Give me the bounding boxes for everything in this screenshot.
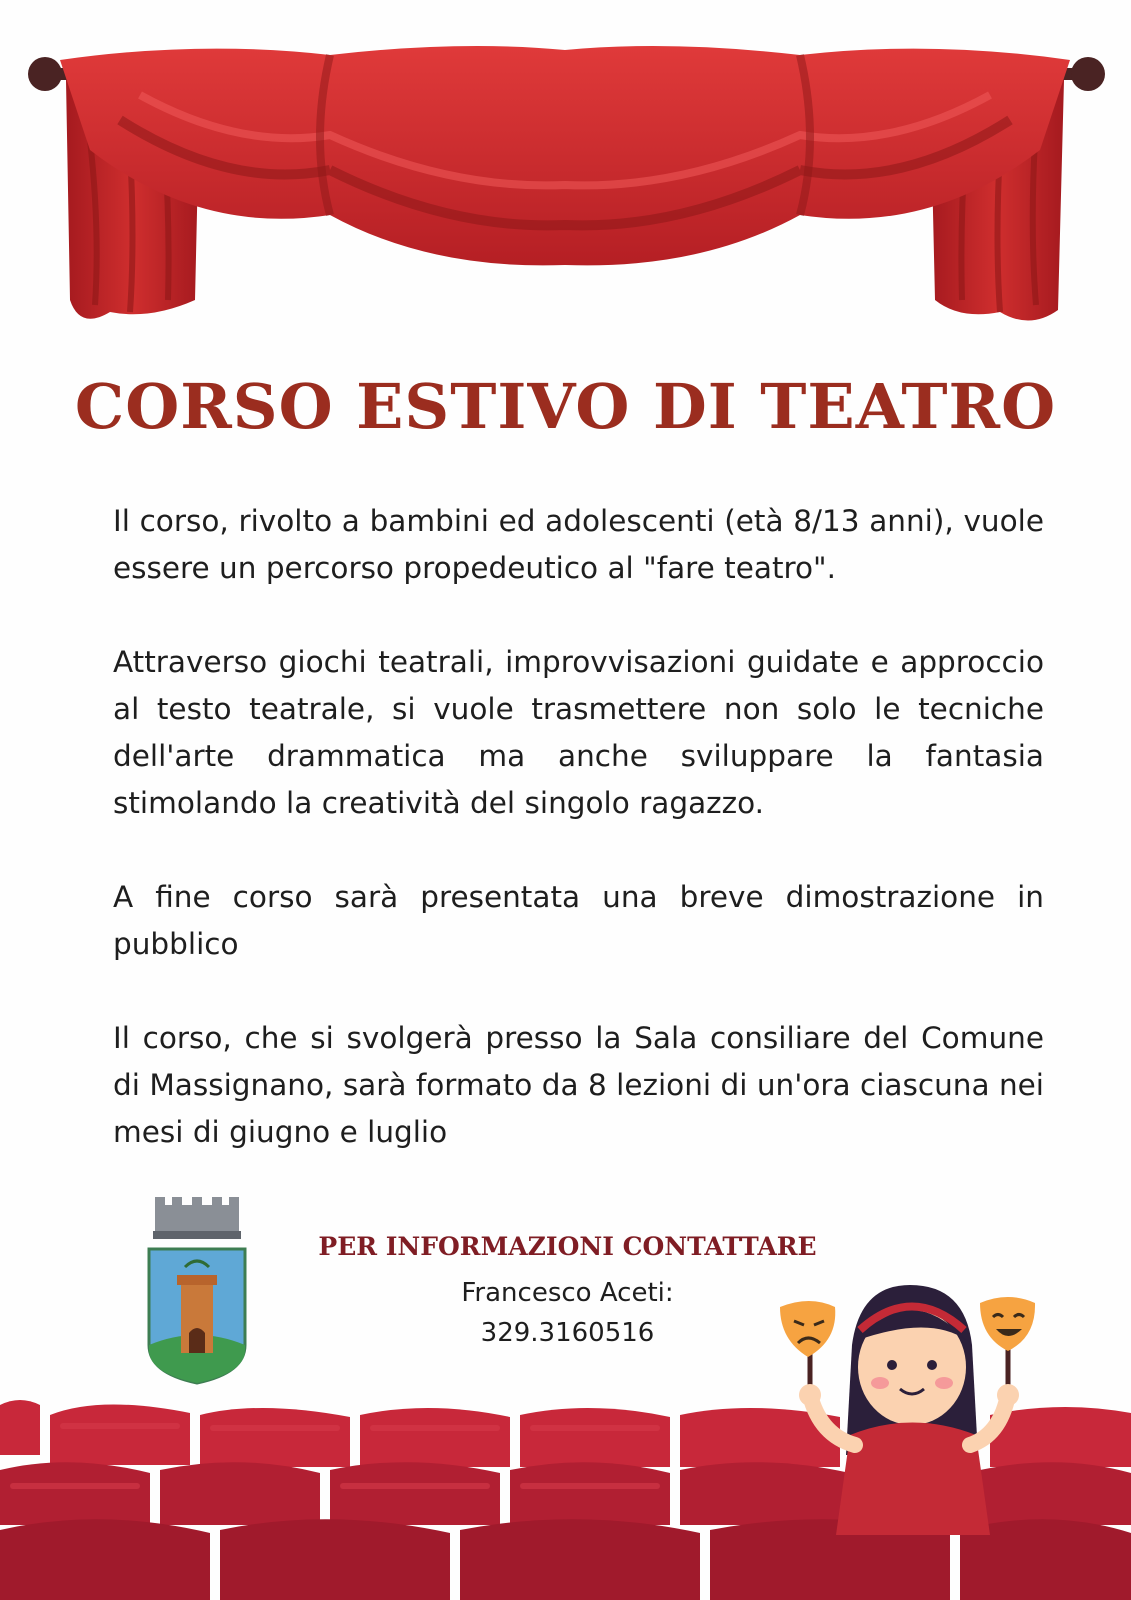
paragraph-method: Attraverso giochi teatrali, improvvisazioni guidate e approccio al testo teatrale, si vuole trasmettere non solo le tecniche dell'arte drammatica ma anche sviluppare la fantasia stimolando la creatività del singolo ragazzo. [113, 645, 1044, 820]
paragraph-final-show: A fine corso sarà presentata una breve dimostrazione in pubblico [113, 880, 1044, 961]
contact-heading: PER INFORMAZIONI CONTATTARE [318, 1232, 817, 1261]
child-with-masks-icon [780, 1285, 1060, 1535]
poster-title: CORSO ESTIVO DI TEATRO [74, 370, 1057, 443]
paragraph-intro: Il corso, rivolto a bambini ed adolescenti (età 8/13 anni), vuole essere un percorso propedeutico al "fare teatro". [113, 504, 1044, 585]
town-crest-icon [145, 1195, 249, 1385]
paragraph-schedule: Il corso, che si svolgerà presso la Sala consiliare del Comune di Massignano, sarà formato da 8 lezioni di un'ora ciascuna nei mesi di giugno e luglio [113, 1021, 1044, 1149]
contact-block [300, 1232, 835, 1353]
stage-curtain-icon [0, 0, 1131, 350]
contact-phone: 329.3160516 [480, 1318, 655, 1348]
contact-name: Francesco Aceti: [461, 1278, 674, 1308]
course-description [113, 498, 1044, 1203]
